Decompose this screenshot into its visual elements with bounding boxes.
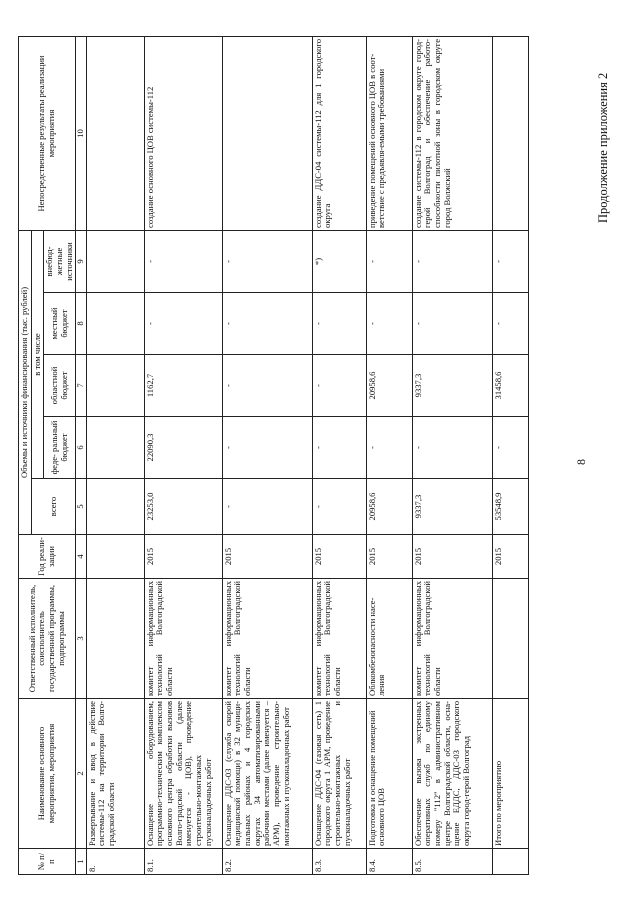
col-result-header: Непосредственные результаты реализации мероприятия <box>19 36 76 230</box>
row-federal: - <box>222 417 312 479</box>
row-number: 8.4. <box>366 849 412 875</box>
col-executor-header: Ответственный исполнитель, соисполнитель государственной программы, подпрограммы <box>19 579 76 699</box>
row-executor: Облкомбезопасности насе-ления <box>366 579 412 699</box>
row-extra-budget: *) <box>312 230 366 292</box>
row-executor: комитет информационных технологий Волгоградской области <box>144 579 222 699</box>
row-federal: - <box>492 417 528 479</box>
table-row <box>144 36 222 874</box>
column-index: 10 <box>76 36 87 230</box>
row-result: приведение помещений основного ЦОВ в соот-ветствие с предъявля-емыми требованиями <box>366 36 412 230</box>
row-extra-budget: - <box>412 230 492 292</box>
row-regional: - <box>312 355 366 417</box>
header-row-1 <box>19 36 32 874</box>
column-number-row <box>76 36 87 874</box>
row-executor: комитет информационных технологий Волгоградской области <box>222 579 312 699</box>
page-number: 8 <box>574 459 588 465</box>
row-name: Обеспечение вызова экстренных оперативных служб по единому номеру "112" в административном центре Волгоградской области, осна-щение ЕДДС, ДДС-03 городского округа город-герой Волгоград <box>412 699 492 849</box>
row-total: 20958,6 <box>366 479 412 535</box>
row-local: - <box>144 293 222 355</box>
col-year-header: Год реали- зации <box>19 535 76 579</box>
row-year: 2015 <box>144 535 222 579</box>
col-number-header: № п/п <box>19 849 76 875</box>
row-federal: 22090,3 <box>144 417 222 479</box>
row-executor: комитет информационных технологий Волгоградской области <box>412 579 492 699</box>
row-regional: 1162,7 <box>144 355 222 417</box>
row-local: - <box>412 293 492 355</box>
row-total: - <box>222 479 312 535</box>
row-local: - <box>366 293 412 355</box>
row-local: - <box>222 293 312 355</box>
row-name: Оснащение ДДС-04 (газовая сеть) 1 городского округа 1 АРМ, проведение строительно-монтажных и пусконаладочных работ <box>312 699 366 849</box>
row-number <box>492 849 528 875</box>
col-federal-header: феде- ральный бюджет <box>44 417 76 479</box>
row-regional <box>86 355 144 417</box>
row-executor: комитет информационных технологий Волгоградской области <box>312 579 366 699</box>
row-result <box>222 36 312 230</box>
row-number: 8.3. <box>312 849 366 875</box>
row-federal <box>86 417 144 479</box>
row-extra-budget: - <box>144 230 222 292</box>
row-extra-budget: - <box>366 230 412 292</box>
row-federal: - <box>312 417 366 479</box>
col-name-header: Наименование основного мероприятия, мероприятия <box>19 699 76 849</box>
row-number: 8. <box>86 849 144 875</box>
row-extra-budget: - <box>492 230 528 292</box>
continuation-caption: Продолжение приложения 2 <box>596 72 610 223</box>
row-local: - <box>312 293 366 355</box>
column-index: 1 <box>76 849 87 875</box>
row-number: 8.2. <box>222 849 312 875</box>
row-total: - <box>312 479 366 535</box>
row-name: Итого по мероприятию <box>492 699 528 849</box>
row-number: 8.1. <box>144 849 222 875</box>
table-row <box>366 36 412 874</box>
row-executor <box>492 579 528 699</box>
row-regional: - <box>222 355 312 417</box>
row-total: 53548,9 <box>492 479 528 535</box>
row-result <box>492 36 528 230</box>
row-name: Оснащение ДДС-03 (служба скорой медицинской помощи) в 32 муници-пальных районах и 4 городских округах 34 автоматизированными рабочими местами (далее именуется – АРМ), проведение строительно-монтажных и пусконаладочных работ <box>222 699 312 849</box>
column-index: 4 <box>76 535 87 579</box>
col-total-header: всего <box>31 479 76 535</box>
column-index: 9 <box>76 230 87 292</box>
row-year <box>86 535 144 579</box>
row-total <box>86 479 144 535</box>
row-regional: 31458,6 <box>492 355 528 417</box>
row-number: 8.5. <box>412 849 492 875</box>
table-row <box>222 36 312 874</box>
table-row <box>86 36 144 874</box>
row-total: 9337,3 <box>412 479 492 535</box>
row-result: создание системы-112 в городском округе город-герой Волгоград и обеспечение работо-способности пилотной зоны в городском округе город Волжский <box>412 36 492 230</box>
table-row <box>312 36 366 874</box>
col-including-header: в том числе <box>31 230 44 478</box>
row-federal: - <box>412 417 492 479</box>
row-year: 2015 <box>412 535 492 579</box>
funding-table <box>18 36 529 875</box>
row-local <box>86 293 144 355</box>
row-name: Развертывание и ввод в действие системы-112 на территории Волго-градской области <box>86 699 144 849</box>
row-result <box>86 36 144 230</box>
row-year: 2015 <box>366 535 412 579</box>
row-regional: 20958,6 <box>366 355 412 417</box>
row-year: 2015 <box>222 535 312 579</box>
row-federal: - <box>366 417 412 479</box>
col-local-header: местный бюджет <box>44 293 76 355</box>
row-extra-budget <box>86 230 144 292</box>
row-result: создание основного ЦОВ системы-112 <box>144 36 222 230</box>
row-name: Подготовка и оснащение помещений основного ЦОВ <box>366 699 412 849</box>
row-year: 2015 <box>312 535 366 579</box>
row-total: 23253,0 <box>144 479 222 535</box>
column-index: 3 <box>76 579 87 699</box>
row-extra-budget: - <box>222 230 312 292</box>
row-executor <box>86 579 144 699</box>
row-local: - <box>492 293 528 355</box>
table-row-total <box>492 36 528 874</box>
column-index: 7 <box>76 355 87 417</box>
col-regional-header: областной бюджет <box>44 355 76 417</box>
column-index: 5 <box>76 479 87 535</box>
column-index: 8 <box>76 293 87 355</box>
row-result: создание ДДС-04 системы-112 для 1 городского округа <box>312 36 366 230</box>
row-name: Оснащение оборудованием, программно-техническим комплексом основного центра обработки вызовов Волго-градской области (далее именуется - ЦОВ), проведение строительно-монтажных пусконаладочных работ <box>144 699 222 849</box>
row-regional: 9337,3 <box>412 355 492 417</box>
col-funding-header: Объемы и источники финансирования (тыс. рублей) <box>19 230 32 534</box>
row-year: 2015 <box>492 535 528 579</box>
column-index: 6 <box>76 417 87 479</box>
table-row <box>412 36 492 874</box>
col-extra-budget-header: внебюд- жетные источники <box>44 230 76 292</box>
column-index: 2 <box>76 699 87 849</box>
